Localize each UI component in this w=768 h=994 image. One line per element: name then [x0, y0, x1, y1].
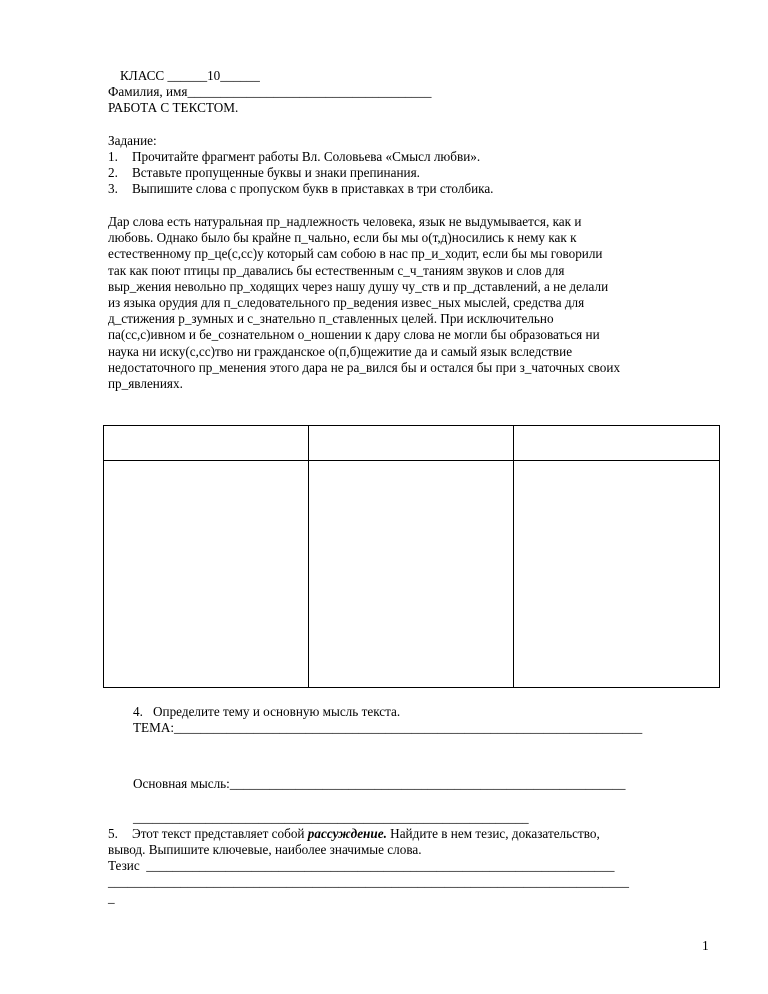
trailing-blank[interactable]: _ [108, 890, 115, 905]
class-value: 10 [207, 68, 221, 83]
theme-label: ТЕМА: [133, 720, 175, 735]
name-line [108, 84, 431, 100]
table-header-cell[interactable] [104, 426, 308, 460]
q4-line [133, 704, 400, 720]
theme-line [133, 720, 642, 736]
q5-text-before: Этот текст представляет собой [132, 826, 308, 841]
q5-emphasis: рассуждение. [307, 826, 387, 841]
passage-line: наука ни иску(с,сс)тво ни гражданское о(п,б)щежитие да и самый язык вследствие [108, 343, 573, 359]
worksheet-title: РАБОТА С ТЕКСТОМ. [108, 100, 239, 115]
passage-line: па(сс,с)ивном и бе_сознательном о_ношении к дару слова не могли бы образоваться ни [108, 327, 600, 343]
q5-line [108, 826, 600, 842]
passage-line: любовь. Однако было бы крайне п_чально, если бы мы о(т,д)носились к нему как к [108, 230, 577, 246]
main-idea-label: Основная мысль: [133, 776, 230, 791]
theme-blank[interactable]: _______________________________________________________________________ [174, 720, 643, 735]
thesis-blank[interactable]: _______________________________________________________________________ [146, 858, 615, 873]
class-suffix: ______ [220, 68, 260, 83]
table-body-column[interactable] [309, 461, 513, 687]
passage-line: из языка орудия для п_следовательного пр_ведения извес_ных мыслей, средства для [108, 295, 585, 311]
passage-line: так как поют птицы пр_давались бы естественным с_ч_таниям звуков и слов для [108, 262, 565, 278]
passage-line: д_стижения р_зумных и с_знательно п_ставленных целей. При исключительно [108, 311, 554, 327]
full-width-blank[interactable]: _______________________________________________________________________________ [108, 874, 629, 889]
q4-number: 4. [133, 704, 143, 719]
class-prefix: КЛАСС ______ [120, 68, 208, 83]
page-number: 1 [702, 938, 709, 953]
answer-table [103, 425, 720, 688]
table-header-cell[interactable] [514, 426, 719, 460]
q5-number: 5. [108, 826, 118, 841]
thesis-line [108, 858, 614, 874]
q4-text: Определите тему и основную мысль текста. [153, 704, 401, 719]
task-item: 2. Вставьте пропущенные буквы и знаки препинания. [108, 165, 420, 180]
passage-line: естественному пр_це(с,сс)у который сам собою в нас пр_и_ходит, если бы мы говорили [108, 246, 603, 262]
name-blank[interactable]: _____________________________________ [187, 84, 432, 99]
main-idea-blank[interactable]: ____________________________________________________________ [229, 776, 626, 791]
task-item: 1. Прочитайте фрагмент работы Вл. Соловьева «Смысл любви». [108, 149, 481, 164]
task-heading: Задание: [108, 133, 157, 148]
table-body-column[interactable] [514, 461, 719, 687]
class-line [120, 68, 260, 84]
table-body-column[interactable] [104, 461, 308, 687]
passage-line: выр_жения невольно пр_ходящих через нашу душу чу_ств и пр_дставлений, а не делали [108, 278, 609, 294]
task-list [108, 149, 493, 197]
passage-line: пр_явлениях. [108, 376, 183, 392]
name-label: Фамилия, имя [108, 84, 188, 99]
task-item: 3. Выпишите слова с пропуском букв в приставках в три столбика. [108, 181, 494, 196]
passage-line: недостаточного пр_менения этого дара не ра_вился бы и остался бы при з_чаточных своих [108, 359, 621, 375]
thesis-label: Тезис [108, 858, 140, 873]
q5-line-2: вывод. Выпишите ключевые, наиболее значимые слова. [108, 842, 422, 857]
main-idea-extra-blank[interactable]: ____________________________________________________________ [133, 810, 529, 825]
main-idea-line [133, 776, 625, 792]
q5-text-after: Найдите в нем тезис, доказательство, [386, 826, 600, 841]
table-header-cell[interactable] [309, 426, 513, 460]
passage-line: Дар слова есть натуральная пр_надлежность человека, язык не выдумывается, как и [108, 214, 582, 229]
passage-text [108, 214, 728, 392]
